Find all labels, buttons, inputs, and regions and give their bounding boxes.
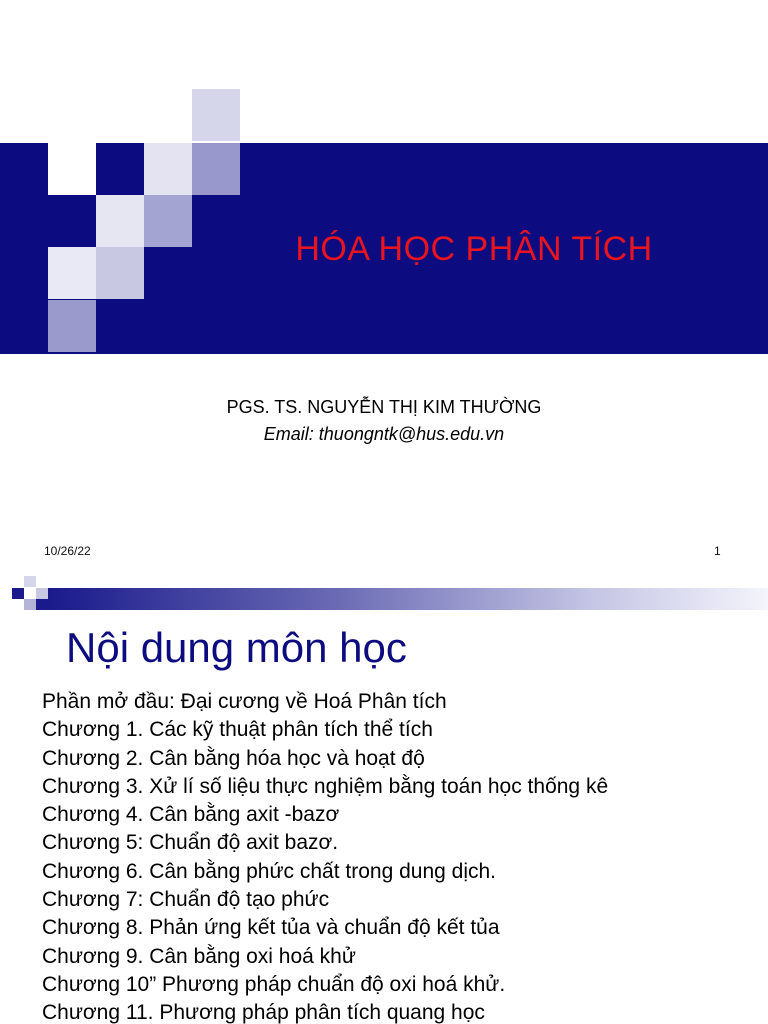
chapter-list bbox=[42, 688, 608, 1024]
deco-square bbox=[24, 576, 36, 587]
deco-square bbox=[144, 143, 192, 195]
list-item: Chương 6. Cân bằng phức chất trong dung dịch. bbox=[42, 859, 497, 883]
page-number: 1 bbox=[714, 544, 721, 558]
list-item: Chương 10” Phương pháp chuẩn độ oxi hoá khử. bbox=[42, 972, 506, 996]
list-item: Chương 1. Các kỹ thuật phân tích thể tích bbox=[42, 718, 433, 742]
list-item: Chương 3. Xử lí số liệu thực nghiệm bằng toán học thống kê bbox=[42, 774, 609, 798]
list-item: Chương 7: Chuẩn độ tạo phức bbox=[42, 888, 330, 912]
deco-square bbox=[36, 588, 48, 599]
deco-square bbox=[96, 195, 144, 247]
list-item: Phần mở đầu: Đại cương về Hoá Phân tích bbox=[42, 690, 447, 713]
list-item: Chương 2. Cân bằng hóa học và hoạt độ bbox=[42, 746, 425, 770]
deco-square bbox=[24, 599, 36, 610]
deco-square bbox=[48, 300, 96, 352]
deco-square bbox=[48, 247, 96, 299]
contents-slide bbox=[0, 576, 768, 1024]
deco-square bbox=[192, 143, 240, 195]
author-email: Email: thuongntk@hus.edu.vn bbox=[263, 424, 505, 444]
slide-date: 10/26/22 bbox=[44, 544, 91, 558]
list-item: Chương 11. Phương pháp phân tích quang học bbox=[42, 1001, 485, 1024]
deco-square bbox=[192, 89, 240, 141]
list-item: Chương 8. Phản ứng kết tủa và chuẩn độ kết tủa bbox=[42, 916, 500, 940]
deco-square bbox=[12, 588, 24, 599]
list-item: Chương 4. Cân bằng axit -bazơ bbox=[42, 803, 340, 827]
slide-title: HÓA HỌC PHÂN TÍCH bbox=[295, 230, 653, 268]
list-item: Chương 9. Cân bằng oxi hoá khử bbox=[42, 944, 356, 968]
deco-square bbox=[36, 599, 48, 610]
header-gradient-bar bbox=[48, 588, 768, 610]
author-name: PGS. TS. NGUYỄN THỊ KIM THƯỜNG bbox=[226, 397, 542, 417]
deco-square bbox=[96, 247, 144, 299]
band-notch bbox=[48, 143, 96, 195]
list-item: Chương 5: Chuẩn độ axit bazơ. bbox=[42, 831, 339, 855]
contents-heading: Nội dung môn học bbox=[66, 624, 407, 671]
